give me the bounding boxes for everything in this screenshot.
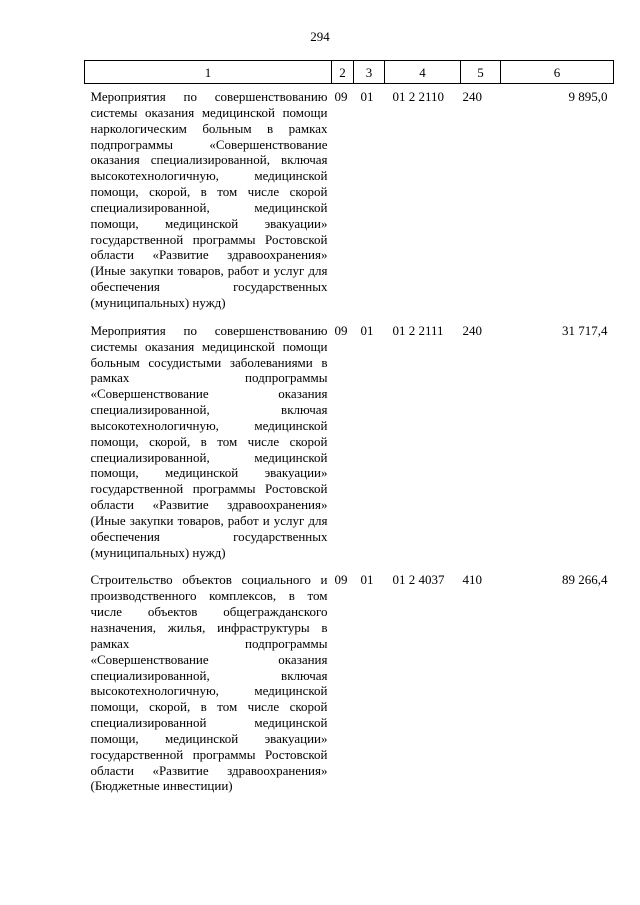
header-col-5: 5 [461, 61, 501, 84]
row-subsection: 01 [360, 322, 374, 338]
budget-table [84, 60, 614, 801]
header-col-1: 1 [85, 61, 332, 84]
row-subsection: 01 [360, 572, 374, 588]
table-row [85, 318, 614, 568]
table-row [85, 567, 614, 801]
table-row [85, 84, 614, 318]
row-section: 09 [334, 89, 348, 104]
header-col-4: 4 [385, 61, 461, 84]
row-expense-type: 240 [462, 89, 482, 104]
row-amount: 31 717,4 [562, 322, 608, 338]
row-amount: 9 895,0 [568, 89, 608, 104]
row-subsection: 01 [360, 89, 374, 104]
table-header [85, 61, 614, 84]
row-name: Мероприятия по совершенствованию системы оказания медицинской помощи наркологическим больным в рамках подпрограммы «Совершенствование оказания специализированной, включая высокотехнологичную, медицинской помощи, скорой, в том числе скорой специализированной, медицинской помощи, медицинской эвакуации» государственной программы Ростовской области «Развитие здравоохранения» (Иные закупки товаров, работ и услуг для обеспечения государственных (муниципальных) нужд) [90, 89, 328, 310]
page-number: 294 [310, 29, 330, 44]
header-col-6: 6 [501, 61, 614, 84]
table-body [85, 84, 614, 802]
row-section: 09 [334, 322, 348, 338]
row-name: Мероприятия по совершенствованию системы оказания медицинской помощи больным сосудистыми заболеваниями в рамках подпрограммы «Совершенствование оказания специализированной, включая высокотехнологичную, медицинской помощи, скорой, в том числе скорой специализированной, медицинской помощи, медицинской эвакуации» государственной программы Ростовской области «Развитие здравоохранения» (Иные закупки товаров, работ и услуг для обеспечения государственных (муниципальных) нужд) [90, 322, 328, 560]
row-target-code: 01 2 2111 [392, 322, 444, 338]
row-expense-type: 240 [462, 322, 482, 338]
row-target-code: 01 2 4037 [392, 572, 445, 588]
header-row [85, 61, 614, 84]
row-expense-type: 410 [462, 572, 482, 588]
row-target-code: 01 2 2110 [392, 89, 445, 104]
header-col-2: 2 [332, 61, 354, 84]
row-amount: 89 266,4 [562, 572, 608, 588]
row-name: Строительство объектов социального и производственного комплексов, в том числе объектов общегражданского назначения, жилья, инфраструктуры в рамках подпрограммы «Совершенствование оказания специализированной, включая высокотехнологичную, медицинской помощи, скорой, в том числе скорой специализированной медицинской помощи, медицинской эвакуации» государственной программы Ростовской области «Развитие здравоохранения» (Бюджетные инвестиции) [90, 572, 328, 794]
row-section: 09 [334, 572, 348, 588]
header-col-3: 3 [354, 61, 385, 84]
